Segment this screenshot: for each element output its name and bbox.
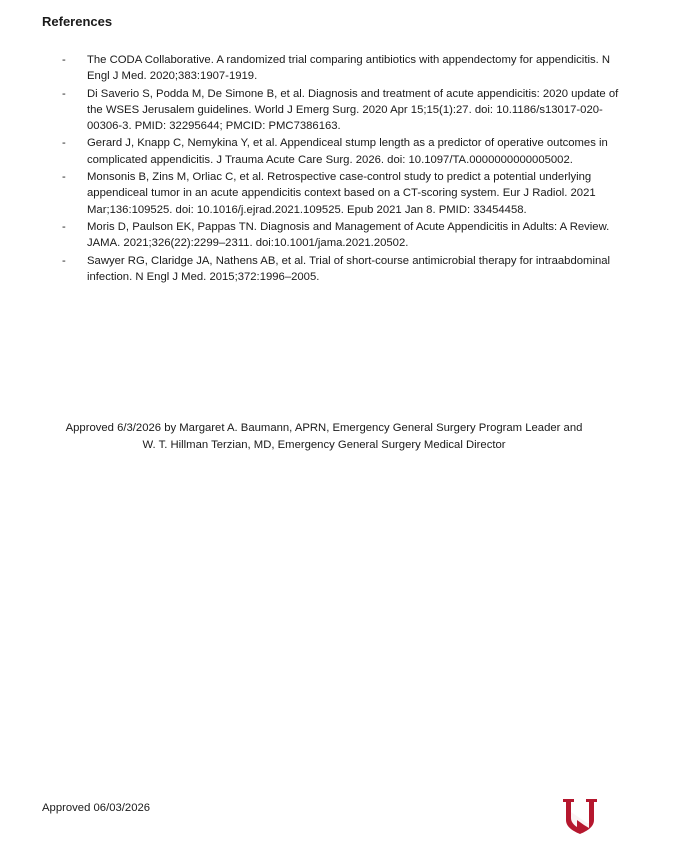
list-bullet: - (62, 254, 66, 267)
reference-text: Gerard J, Knapp C, Nemykina Y, et al. Appendiceal stump length as a predictor of operative outcomes in complicated appendicitis. J Trauma Acute Care Surg. 2026. doi: 10.1097/TA.0000000000005002. (87, 137, 608, 166)
list-bullet: - (62, 220, 66, 233)
reference-text: Sawyer RG, Claridge JA, Nathens AB, et al. Trial of short-course antimicrobial therapy for intraabdominal infection. N Engl J Med. 2015;372:1996–2005. (87, 254, 611, 283)
list-bullet: - (62, 171, 66, 184)
reference-item-5 (62, 219, 622, 252)
references-heading: References (42, 14, 113, 29)
approval-line-2: W. T. Hillman Terzian, MD, Emergency General Surgery Medical Director (142, 439, 506, 451)
footer-approval-date: Approved 06/03/2026 (42, 802, 151, 814)
logo-graphic (560, 796, 600, 836)
reference-item-3 (62, 135, 622, 168)
list-bullet: - (62, 137, 66, 150)
university-n-logo-icon (560, 796, 600, 836)
reference-item-1 (62, 52, 622, 85)
reference-item-2 (62, 86, 622, 135)
approval-line-1: Approved 6/3/2026 by Margaret A. Baumann, APRN, Emergency General Surgery Program Leader and (65, 422, 583, 434)
reference-item-6 (62, 253, 622, 286)
reference-item-4 (62, 169, 622, 218)
list-bullet: - (62, 87, 66, 100)
references-list (62, 52, 622, 286)
approval-statement (24, 420, 624, 454)
reference-text: Monsonis B, Zins M, Orliac C, et al. Retrospective case-control study to predict a potential underlying appendiceal tumor in an acute appendicitis context based on a CT-scoring system. Eur J Radiol. 2021 Mar;136:109525. doi: 10.1016/j.ejrad.2021.109525. Epub 2021 Jan 8. PMID: 33454458. (87, 171, 596, 216)
list-bullet: - (62, 54, 66, 66)
reference-text: The CODA Collaborative. A randomized trial comparing antibiotics with appendectomy for appendicitis. N Engl J Med. 2020;383:1907-1919. (87, 54, 611, 83)
reference-text: Moris D, Paulson EK, Pappas TN. Diagnosis and Management of Acute Appendicitis in Adults: A Review. JAMA. 2021;326(22):2299–2311. doi:10.1001/jama.2021.20502. (87, 220, 610, 250)
reference-text: Di Saverio S, Podda M, De Simone B, et al. Diagnosis and treatment of acute appendicitis: 2020 update of the WSES Jerusalem guidelines. World J Emerg Surg. 2020 Apr 15;15(1):27. doi: 10.1186/s13017-020-00306-3. PMID: 32295644; PMCID: PMC7386163. (87, 87, 619, 133)
